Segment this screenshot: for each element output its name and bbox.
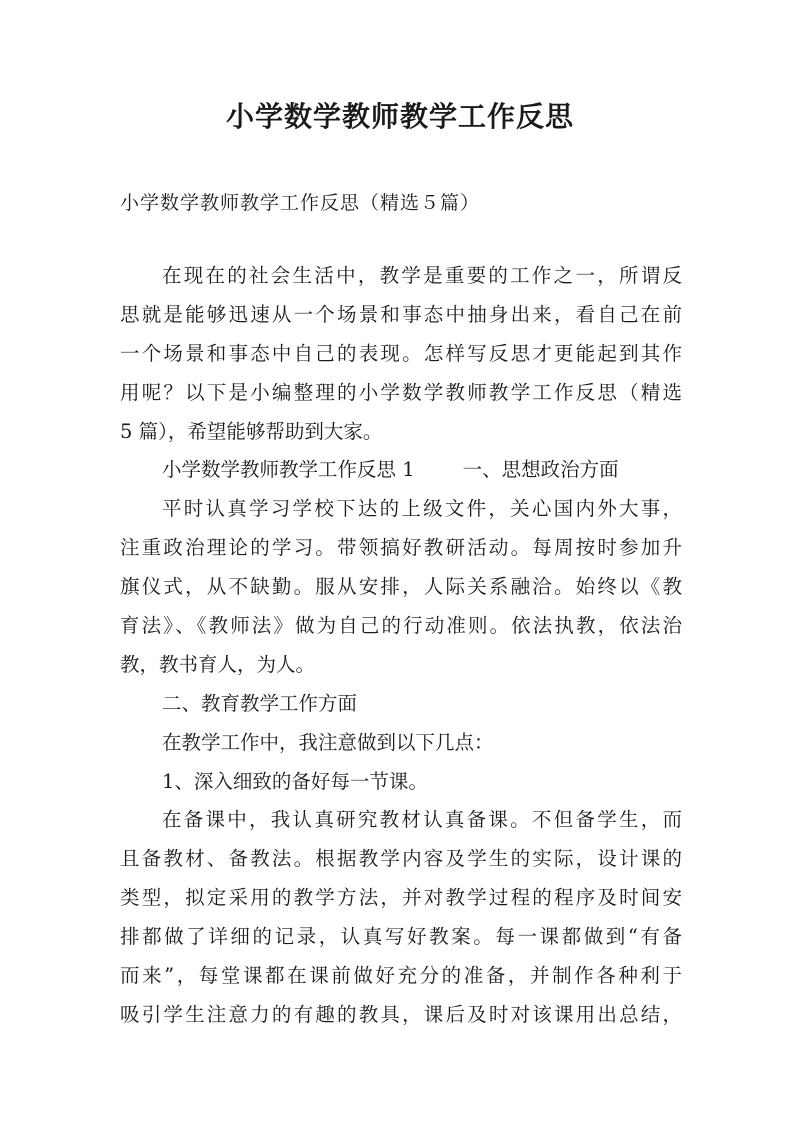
document-body bbox=[120, 257, 682, 1035]
paragraph-line: 5 篇），希望能够帮助到大家。 bbox=[120, 419, 383, 443]
paragraph-line: 且备教材、备教法。根据教学内容及学生的实际，设计课的 bbox=[120, 847, 682, 871]
paragraph-line: 育法》、《教师法》做为自己的行动准则。依法执教，依法治 bbox=[120, 614, 682, 638]
section-heading: 二、教育教学工作方面 bbox=[162, 691, 358, 715]
paragraph-line: 吸引学生注意力的有趣的教具，课后及时对该课用出总结， bbox=[120, 1002, 682, 1026]
paragraph-line: 在现在的社会生活中，教学是重要的工作之一，所谓反 bbox=[162, 264, 682, 287]
paragraph-line: 平时认真学习学校下达的上级文件，关心国内外大事， bbox=[162, 497, 682, 521]
paragraph-line: 注重政治理论的学习。带领搞好教研活动。每周按时参加升 bbox=[120, 536, 682, 560]
paragraph-line: 一个场景和事态中自己的表现。怎样写反思才更能起到其作 bbox=[120, 341, 682, 365]
paragraph-line: 排都做了详细的记录，认真写好教案。每一课都做到“有备 bbox=[120, 925, 682, 949]
list-item: 1、深入细致的备好每一节课。 bbox=[162, 769, 428, 793]
paragraph-line: 教，教书育人，为人。 bbox=[120, 652, 316, 676]
paragraph-line: 在教学工作中，我注意做到以下几点： bbox=[162, 730, 494, 754]
section-heading: 一、思想政治方面 bbox=[462, 458, 619, 482]
paragraph-line: 而来”，每堂课都在课前做好充分的准备，并制作各种利于 bbox=[120, 964, 682, 988]
section-heading-line bbox=[120, 451, 682, 490]
paragraph-line: 思就是能够迅速从一个场景和事态中抽身出来，看自己在前 bbox=[120, 302, 682, 326]
paragraph-line: 类型，拟定采用的教学方法，并对教学过程的程序及时间安 bbox=[120, 886, 682, 910]
document-subtitle: 小学数学教师教学工作反思（精选５篇） bbox=[120, 192, 481, 214]
paragraph-line: 旗仪式，从不缺勤。服从安排，人际关系融洽。始终以《教 bbox=[120, 575, 682, 599]
document-title: 小学数学教师教学工作反思 bbox=[225, 100, 574, 133]
paragraph-line: 在备课中，我认真研究教材认真备课。不但备学生，而 bbox=[162, 808, 682, 832]
article-heading: 小学数学教师教学工作反思 1 bbox=[162, 458, 415, 482]
paragraph-line: 用呢？以下是小编整理的小学数学教师教学工作反思（精选 bbox=[120, 380, 682, 404]
